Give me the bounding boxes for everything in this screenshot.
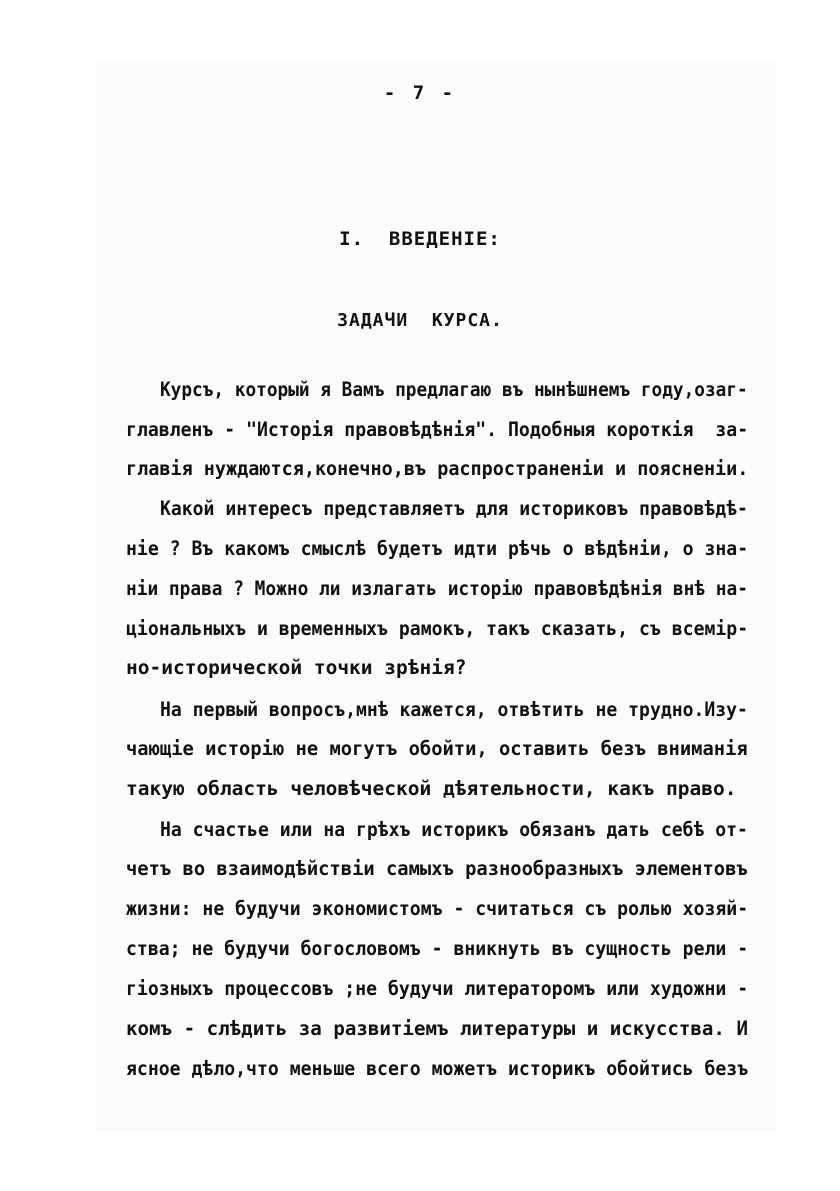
text-line: четъ во взаимодѣйствіи самыхъ разнообразныхъ элементовъ: [126, 857, 748, 880]
text-line: ясное дѣло,что меньше всего можетъ историкъ обойтись безъ: [126, 1057, 749, 1080]
text-line: На первый вопросъ,мнѣ кажется, отвѣтить не трудно.Изу-: [160, 698, 748, 721]
text-line: Курсъ, который я Вамъ предлагаю въ нынѣшнемъ году,озаг-: [160, 378, 748, 401]
text-line: жизни: не будучи экономистомъ - считаться съ ролью хозяй-: [126, 897, 749, 920]
text-line: Какой интересъ представляетъ для историковъ правовѣдѣ-: [160, 497, 748, 520]
text-line: чающіе исторію не могутъ обойти, оставить безъ вниманія: [126, 737, 748, 760]
text-line: комъ - слѣдить за развитіемъ литературы и искусства. И: [126, 1017, 748, 1040]
text-line: ніи права ? Можно ли излагать исторію правовѣдѣнія внѣ на-: [126, 577, 748, 600]
chapter-heading: I. ВВЕДЕНІЕ:: [339, 228, 501, 250]
text-line: гіозныхъ процессовъ ;не будучи литераторомъ или художни -: [126, 977, 749, 1000]
text-line: главія нуждаются,конечно,въ распространеніи и поясненіи.: [126, 457, 749, 480]
chapter-subtitle: ЗАДАЧИ КУРСА.: [337, 310, 503, 331]
text-line: но-исторической точки зрѣнія?: [126, 656, 467, 679]
text-line: На счастье или на грѣхъ историкъ обязанъ дать себѣ от-: [160, 818, 748, 841]
text-line: ціональныхъ и временныхъ рамокъ, такъ сказать, съ всемір-: [126, 617, 749, 640]
text-line: ніе ? Въ какомъ смыслѣ будетъ идти рѣчь о вѣдѣніи, о зна-: [126, 537, 749, 560]
text-line: такую область человѣческой дѣятельности, какъ право.: [126, 777, 737, 800]
text-line: главленъ - "Исторія правовѣдѣнія". Подобныя короткія за-: [126, 418, 749, 441]
text-line: ства; не будучи богословомъ - вникнуть въ сущность рели -: [126, 937, 749, 960]
page-number: - 7 -: [383, 82, 457, 104]
